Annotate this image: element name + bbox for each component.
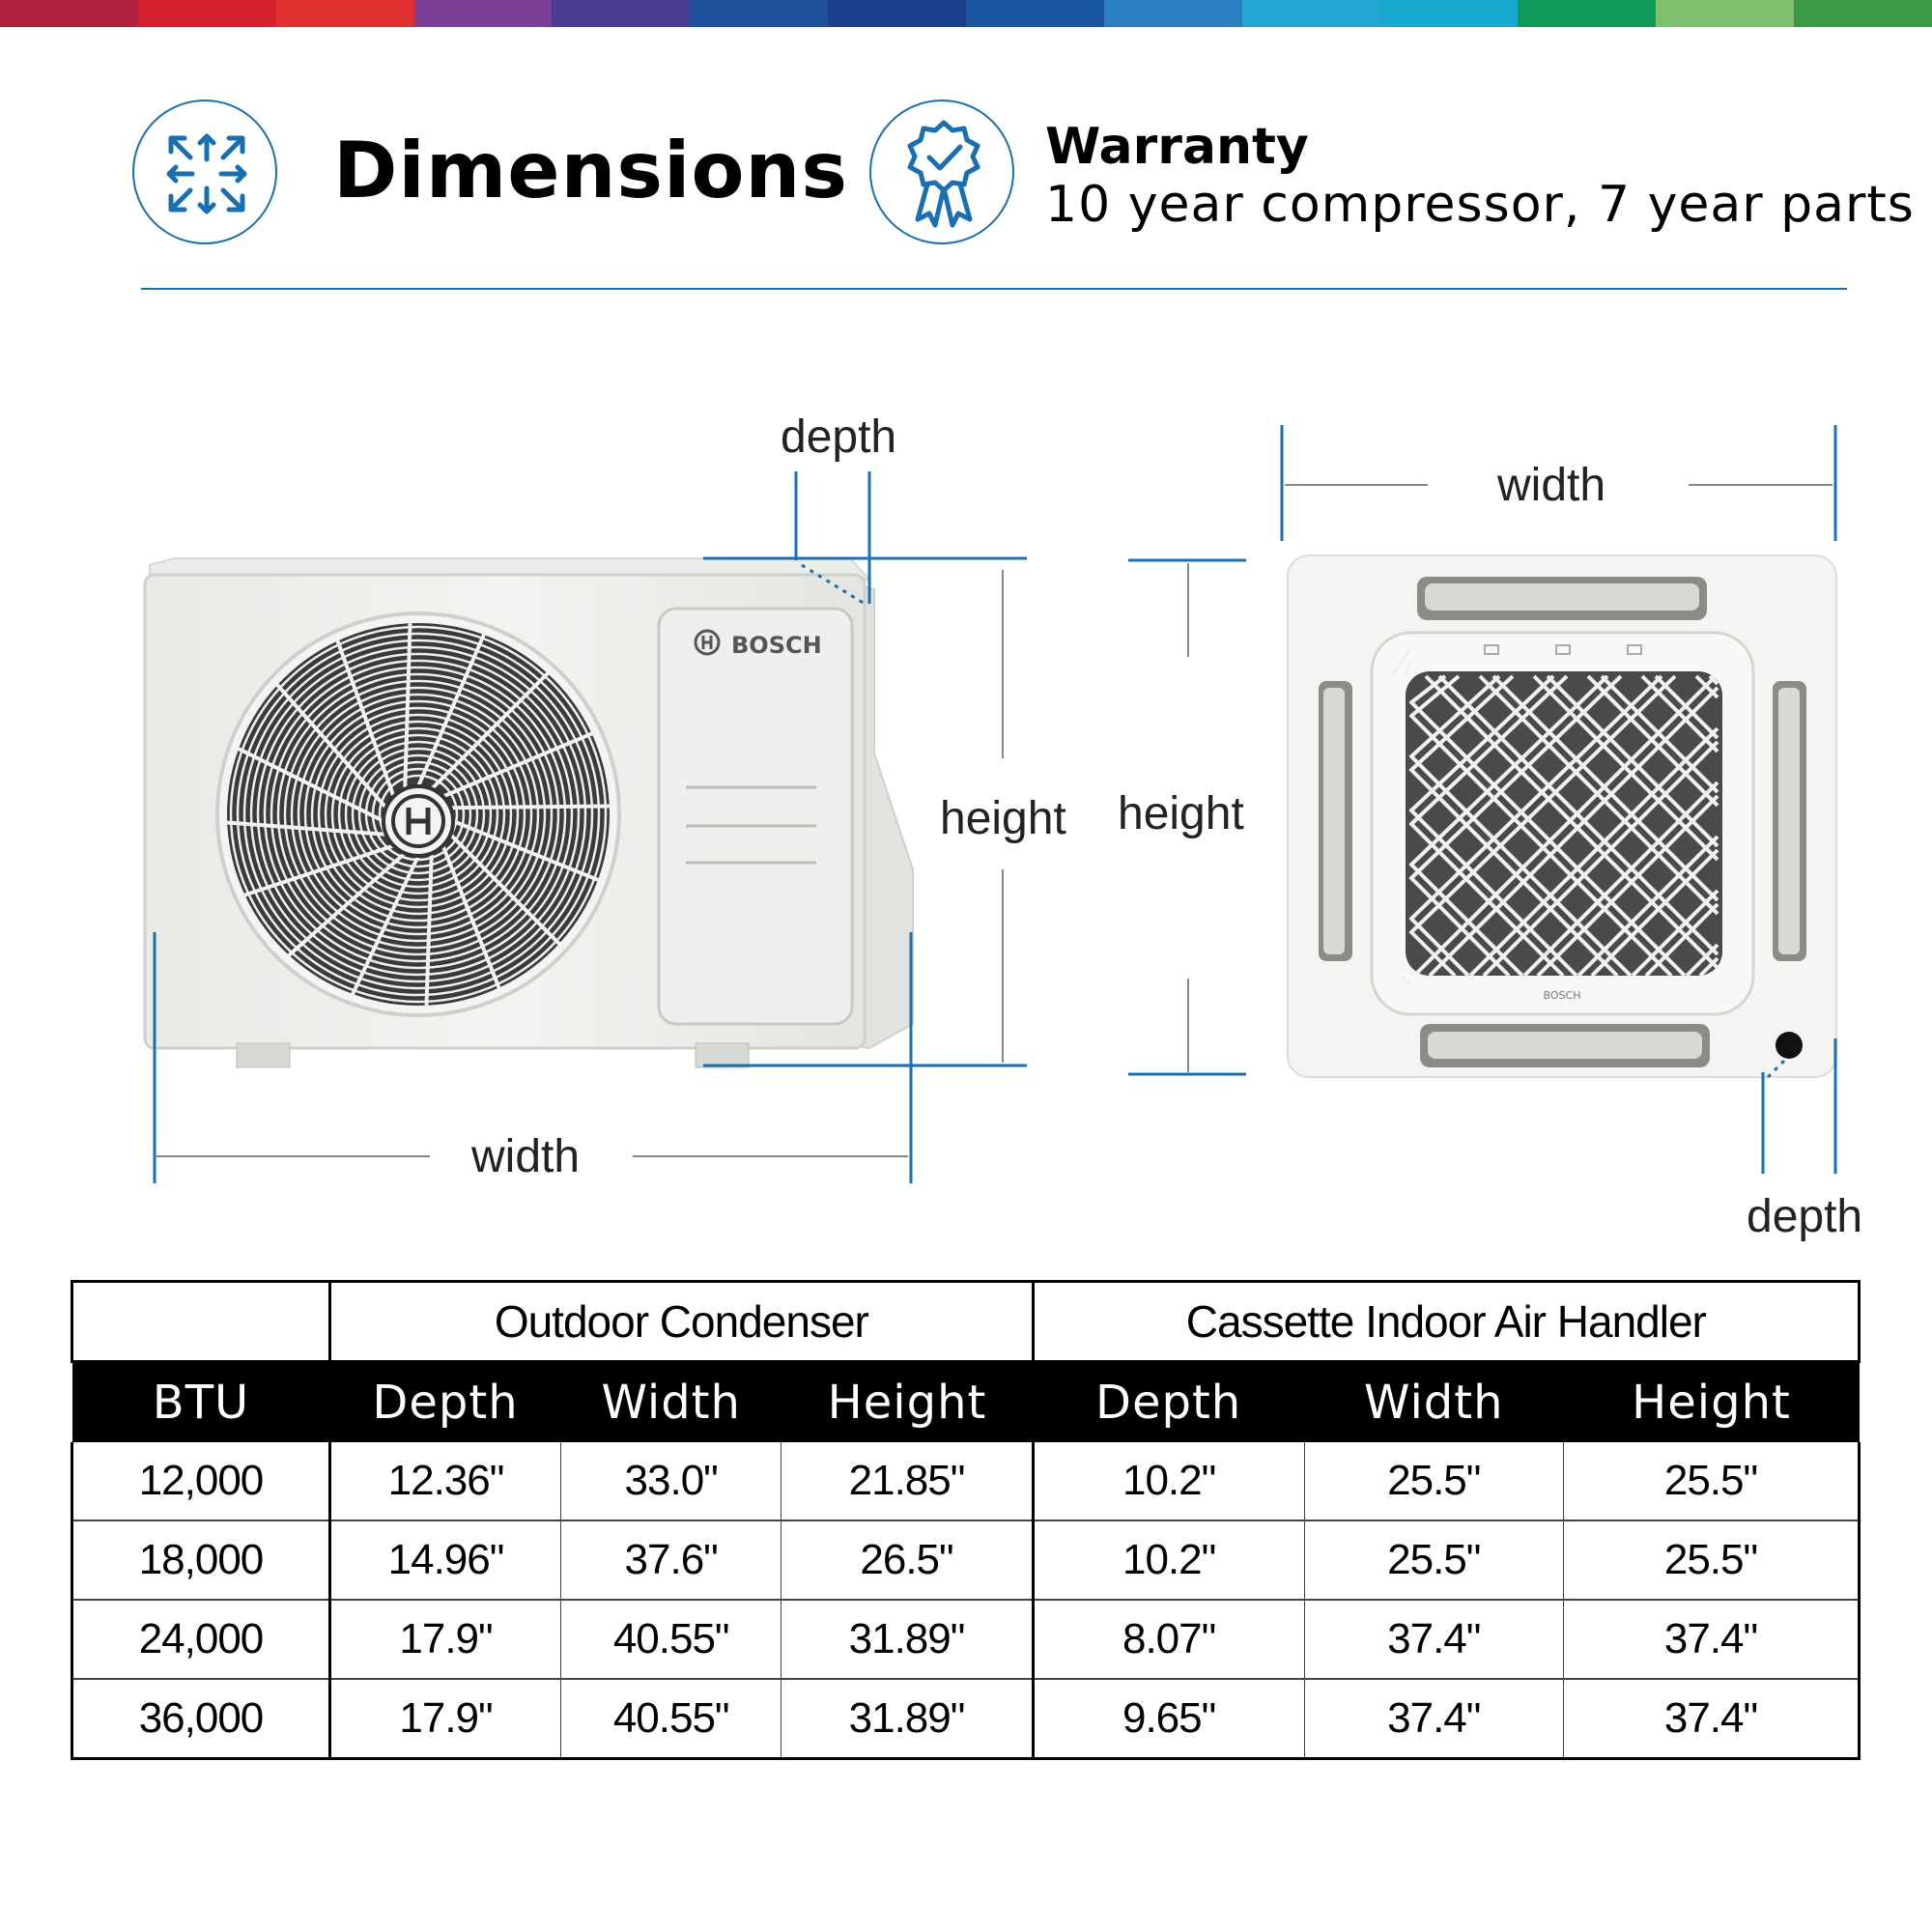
- cell: 37.4": [1563, 1600, 1859, 1679]
- cell: 17.9": [330, 1679, 561, 1759]
- col-indoor-height: Height: [1563, 1362, 1859, 1443]
- cell: 25.5": [1304, 1520, 1563, 1600]
- col-btu: BTU: [72, 1362, 330, 1443]
- warranty-text: 10 year compressor, 7 year parts: [1045, 176, 1915, 234]
- outdoor-brand-text: BOSCH: [731, 632, 822, 659]
- cell: 40.55": [561, 1600, 781, 1679]
- cell: 10.2": [1033, 1442, 1304, 1520]
- cell: 17.9": [330, 1600, 561, 1679]
- table-row: [72, 1679, 1860, 1759]
- cell: 37.4": [1563, 1679, 1859, 1759]
- group-outdoor-condenser: Outdoor Condenser: [330, 1282, 1034, 1362]
- cassette-indoor-image: [1288, 555, 1836, 1077]
- indoor-depth-label: depth: [1747, 1191, 1863, 1242]
- table-row: [72, 1520, 1860, 1600]
- col-outdoor-width: Width: [561, 1362, 781, 1443]
- col-outdoor-depth: Depth: [330, 1362, 561, 1443]
- cell: 37.6": [561, 1520, 781, 1600]
- outdoor-condenser-image: [145, 558, 913, 1067]
- indoor-height-label: height: [1118, 788, 1244, 839]
- cell: 25.5": [1563, 1520, 1859, 1600]
- cell: 40.55": [561, 1679, 781, 1759]
- col-indoor-depth: Depth: [1033, 1362, 1304, 1443]
- cell: 37.4": [1304, 1600, 1563, 1679]
- table-column-header: [72, 1362, 1860, 1443]
- group-cassette-indoor: Cassette Indoor Air Handler: [1033, 1282, 1859, 1362]
- indoor-width-label: width: [1497, 460, 1606, 511]
- table-row: [72, 1600, 1860, 1679]
- table-group-header: [72, 1282, 1860, 1362]
- outdoor-width-label: width: [471, 1131, 581, 1182]
- cell-btu: 12,000: [72, 1442, 330, 1520]
- cell: 37.4": [1304, 1679, 1563, 1759]
- cell: 31.89": [781, 1679, 1033, 1759]
- cell: 9.65": [1033, 1679, 1304, 1759]
- col-indoor-width: Width: [1304, 1362, 1563, 1443]
- cell: 10.2": [1033, 1520, 1304, 1600]
- col-outdoor-height: Height: [781, 1362, 1033, 1443]
- dimensions-table: [71, 1280, 1861, 1760]
- cell: 25.5": [1563, 1442, 1859, 1520]
- outdoor-depth-label: depth: [781, 412, 897, 463]
- table-row: [72, 1442, 1860, 1520]
- cell-btu: 36,000: [72, 1679, 330, 1759]
- cell: 14.96": [330, 1520, 561, 1600]
- cell: 26.5": [781, 1520, 1033, 1600]
- cell: 12.36": [330, 1442, 561, 1520]
- warranty-title: Warranty: [1045, 118, 1309, 176]
- outdoor-height-label: height: [940, 793, 1066, 844]
- page-title: Dimensions: [333, 126, 848, 215]
- cell-btu: 18,000: [72, 1520, 330, 1600]
- cell: 8.07": [1033, 1600, 1304, 1679]
- indoor-brand-text: BOSCH: [1543, 989, 1581, 1002]
- cell-btu: 24,000: [72, 1600, 330, 1679]
- cell: 21.85": [781, 1442, 1033, 1520]
- cell: 31.89": [781, 1600, 1033, 1679]
- cell: 33.0": [561, 1442, 781, 1520]
- cell: 25.5": [1304, 1442, 1563, 1520]
